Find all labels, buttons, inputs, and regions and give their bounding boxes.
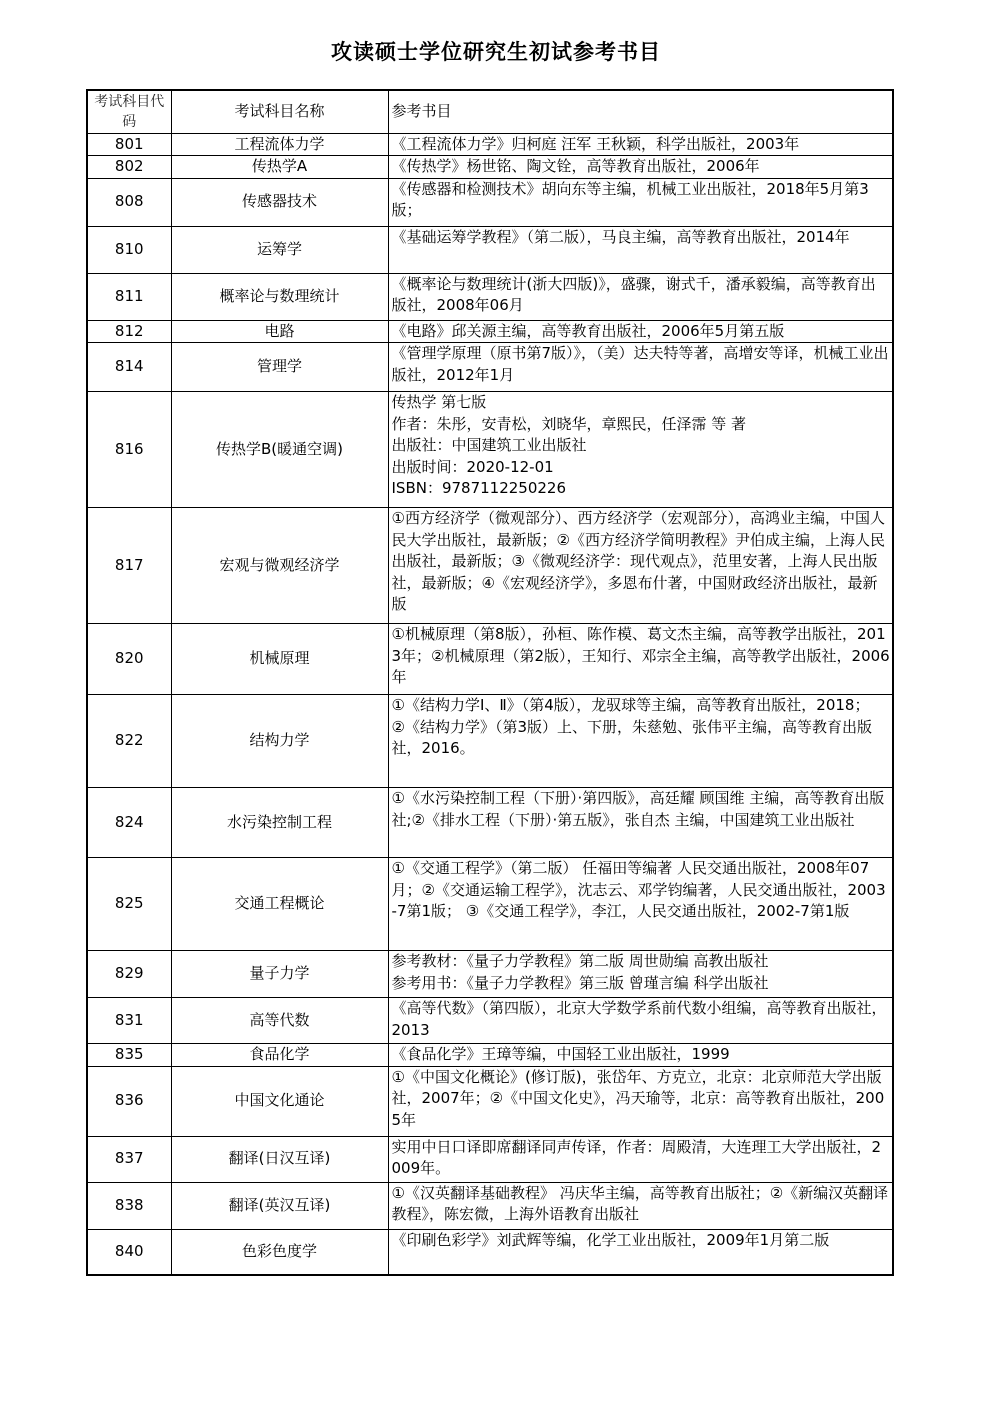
subject-name: 翻译(英汉互译): [171, 1182, 388, 1229]
subject-code: 829: [87, 951, 171, 998]
subject-name: 食品化学: [171, 1044, 388, 1067]
subject-code: 811: [87, 273, 171, 320]
reference-books-table: [86, 89, 894, 1276]
table-row: [87, 788, 893, 858]
table-row: [87, 1182, 893, 1229]
reference-books: 《高等代数》（第四版），北京大学数学系前代数小组编，高等教育出版社，2013: [388, 998, 893, 1044]
reference-books: 《基础运筹学教程》（第二版），马良主编，高等教育出版社，2014年: [388, 226, 893, 273]
table-row: [87, 951, 893, 998]
subject-code: 822: [87, 695, 171, 788]
subject-code: 837: [87, 1136, 171, 1182]
reference-books: ①《中国文化概论》(修订版)，张岱年、方克立，北京：北京师范大学出版社，2007年；②《中国文化史》，冯天瑜等，北京：高等教育出版社，2005年: [388, 1066, 893, 1136]
table-row: [87, 508, 893, 624]
subject-code: 838: [87, 1182, 171, 1229]
subject-code: 812: [87, 320, 171, 343]
table-row: [87, 320, 893, 343]
subject-code: 824: [87, 788, 171, 858]
reference-books: ①《交通工程学》（第二版） 任福田等编著 人民交通出版社，2008年07月；②《交通运输工程学》，沈志云、邓学钧编著，人民交通出版社，2003-7第1版； ③《交通工程学》，李江，人民交通出版社，2002-7第1版: [388, 858, 893, 951]
subject-name: 交通工程概论: [171, 858, 388, 951]
subject-code: 836: [87, 1066, 171, 1136]
table-row: [87, 1066, 893, 1136]
table-row: [87, 1229, 893, 1275]
table-row: [87, 178, 893, 226]
reference-books: 《工程流体力学》归柯庭 汪军 王秋颖，科学出版社，2003年: [388, 133, 893, 156]
subject-code: 820: [87, 624, 171, 695]
reference-books: ①《结构力学Ⅰ、Ⅱ》（第4版），龙驭球等主编，高等教育出版社，2018； ②《结构力学》（第3版）上、下册，朱慈勉、张伟平主编，高等教育出版社，2016。: [388, 695, 893, 788]
subject-code: 840: [87, 1229, 171, 1275]
header-books: 参考书目: [388, 90, 893, 133]
table-row: [87, 273, 893, 320]
table-row: [87, 695, 893, 788]
reference-books: 《电路》邱关源主编，高等教育出版社，2006年5月第五版: [388, 320, 893, 343]
subject-name: 水污染控制工程: [171, 788, 388, 858]
subject-name: 结构力学: [171, 695, 388, 788]
page-title: 攻读硕士学位研究生初试参考书目: [331, 40, 661, 64]
subject-name: 量子力学: [171, 951, 388, 998]
table-row: [87, 1044, 893, 1067]
reference-books: 传热学 第七版 作者：朱彤，安青松，刘晓华，章熙民，任泽霈 等 著 出版社：中国建筑工业出版社 出版时间：2020-12-01 ISBN：9787112250226: [388, 392, 893, 508]
subject-name: 管理学: [171, 343, 388, 392]
header-name: 考试科目名称: [171, 90, 388, 133]
subject-code: 825: [87, 858, 171, 951]
reference-books: 《管理学原理（原书第7版）》，（美）达夫特等著，高增安等译，机械工业出版社，2012年1月: [388, 343, 893, 392]
subject-name: 中国文化通论: [171, 1066, 388, 1136]
subject-name: 概率论与数理统计: [171, 273, 388, 320]
reference-books: 参考教材：《量子力学教程》第二版 周世勋编 高教出版社 参考用书：《量子力学教程》第三版 曾瑾言编 科学出版社: [388, 951, 893, 998]
reference-books: ①《水污染控制工程（下册）·第四版》，高廷耀 顾国维 主编，高等教育出版社;②《排水工程（下册）·第五版》，张自杰 主编，中国建筑工业出版社: [388, 788, 893, 858]
table-row: [87, 226, 893, 273]
table-row: [87, 998, 893, 1044]
table-row: [87, 343, 893, 392]
table-row: [87, 1136, 893, 1182]
subject-name: 高等代数: [171, 998, 388, 1044]
table-row: [87, 858, 893, 951]
subject-name: 宏观与微观经济学: [171, 508, 388, 624]
subject-code: 814: [87, 343, 171, 392]
subject-code: 817: [87, 508, 171, 624]
reference-books: ①西方经济学（微观部分）、西方经济学（宏观部分），高鸿业主编，中国人民大学出版社，最新版；②《西方经济学简明教程》尹伯成主编，上海人民出版社，最新版；③《微观经济学：现代观点》，范里安著，上海人民出版社，最新版；④《宏观经济学》，多恩布什著，中国财政经济出版社，最新版: [388, 508, 893, 624]
subject-code: 816: [87, 392, 171, 508]
subject-name: 机械原理: [171, 624, 388, 695]
subject-name: 运筹学: [171, 226, 388, 273]
table-header-row: [87, 90, 893, 133]
subject-code: 810: [87, 226, 171, 273]
subject-name: 翻译(日汉互译): [171, 1136, 388, 1182]
reference-books: ①机械原理（第8版），孙桓、陈作模、葛文杰主编，高等教学出版社，2013年；②机械原理（第2版），王知行、邓宗全主编，高等教学出版社，2006年: [388, 624, 893, 695]
reference-books: 《食品化学》王璋等编，中国轻工业出版社，1999: [388, 1044, 893, 1067]
reference-books: 实用中日口译即席翻译同声传译，作者：周殿清，大连理工大学出版社，2009年。: [388, 1136, 893, 1182]
reference-books: 《传热学》杨世铭、陶文铨，高等教育出版社，2006年: [388, 156, 893, 179]
table-row: [87, 156, 893, 179]
reference-books: 《传感器和检测技术》胡向东等主编，机械工业出版社，2018年5月第3版；: [388, 178, 893, 226]
table-row: [87, 392, 893, 508]
subject-name: 传热学B(暖通空调): [171, 392, 388, 508]
subject-name: 电路: [171, 320, 388, 343]
subject-code: 802: [87, 156, 171, 179]
reference-books: 《印刷色彩学》刘武辉等编，化学工业出版社，2009年1月第二版: [388, 1229, 893, 1275]
subject-name: 工程流体力学: [171, 133, 388, 156]
subject-code: 835: [87, 1044, 171, 1067]
subject-code: 801: [87, 133, 171, 156]
reference-books: ①《汉英翻译基础教程》 冯庆华主编，高等教育出版社；②《新编汉英翻译教程》，陈宏微，上海外语教育出版社: [388, 1182, 893, 1229]
table-row: [87, 624, 893, 695]
subject-code: 808: [87, 178, 171, 226]
table-row: [87, 133, 893, 156]
subject-name: 传热学A: [171, 156, 388, 179]
subject-name: 色彩色度学: [171, 1229, 388, 1275]
reference-books: 《概率论与数理统计(浙大四版)》，盛骤，谢式千，潘承毅编，高等教育出版社，2008年06月: [388, 273, 893, 320]
subject-code: 831: [87, 998, 171, 1044]
subject-name: 传感器技术: [171, 178, 388, 226]
header-code: 考试科目代码: [87, 90, 171, 133]
